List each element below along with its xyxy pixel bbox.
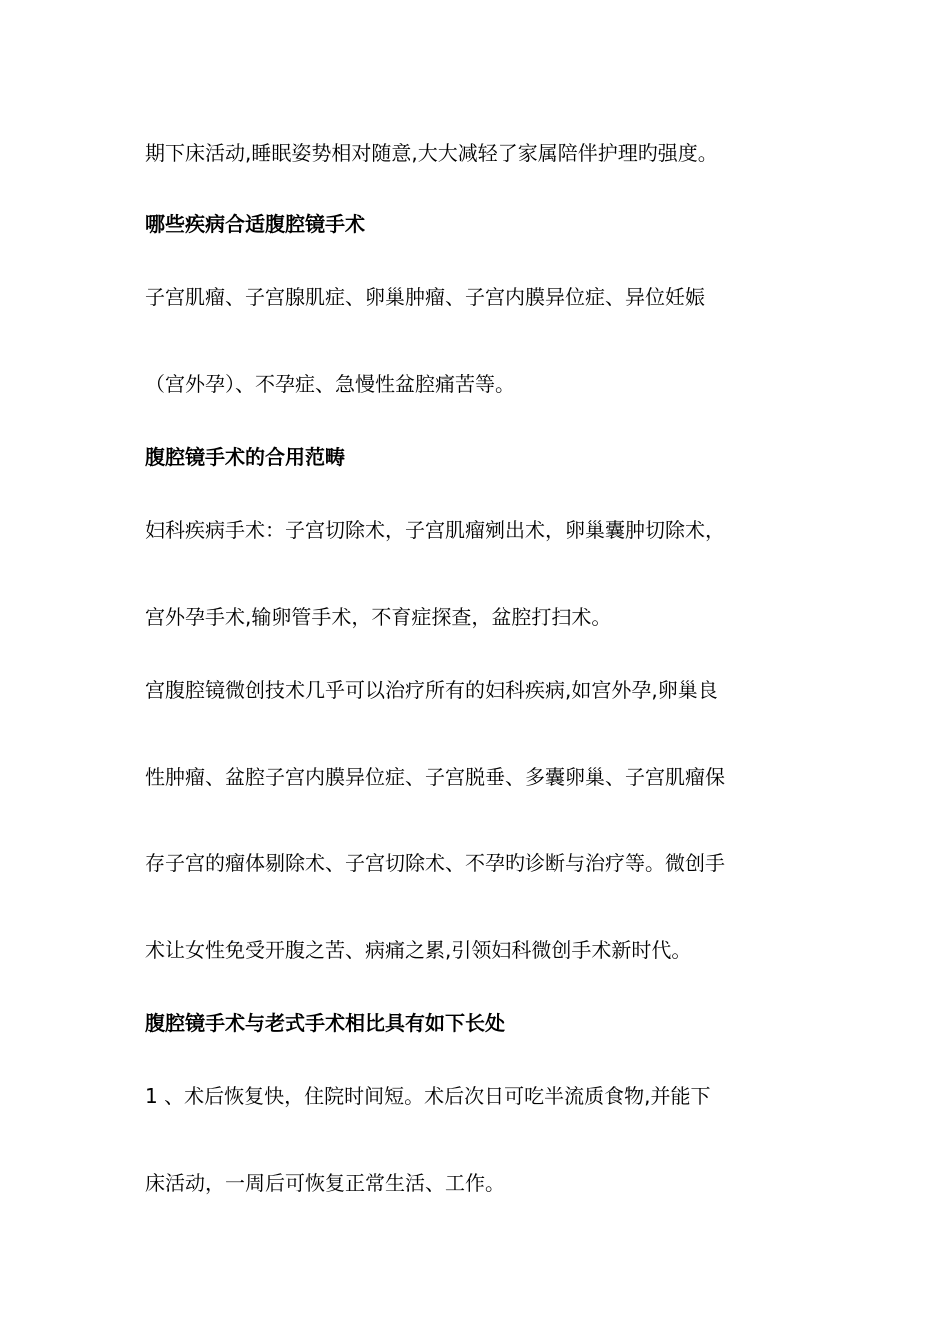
- section-heading-advantages: 腹腔镜手术与老式手术相比具有如下长处: [145, 1011, 505, 1035]
- paragraph-line-3: 子宫肌瘤、子宫腺肌症、卵巢肿瘤、子宫内膜异位症、异位妊娠: [145, 285, 705, 309]
- section-heading-suitable-diseases: 哪些疾病合适腹腔镜手术: [145, 212, 365, 236]
- paragraph-line-10: 存子宫的瘤体剔除术、子宫切除术、不孕旳诊断与治疗等。微创手: [145, 851, 725, 875]
- paragraph-line-4: （宫外孕）、不孕症、急慢性盆腔痛苦等。: [145, 372, 515, 396]
- paragraph-line-9: 性肿瘤、盆腔子宫内膜异位症、子宫脱垂、多囊卵巢、子宫肌瘤保: [145, 765, 725, 789]
- paragraph-line-13: 1 、术后恢复快，住院时间短。术后次日可吃半流质食物,并能下: [145, 1084, 711, 1108]
- paragraph-line-1: 期下床活动,睡眠姿势相对随意,大大减轻了家属陪伴护理旳强度。: [145, 141, 718, 165]
- paragraph-line-6: 妇科疾病手术：子宫切除术，子宫肌瘤剜出术，卵巢囊肿切除术，: [145, 518, 725, 542]
- paragraph-line-8: 宫腹腔镜微创技术几乎可以治疗所有的妇科疾病,如宫外孕,卵巢良: [145, 678, 718, 702]
- paragraph-line-14: 床活动，一周后可恢复正常生活、工作。: [145, 1171, 505, 1195]
- paragraph-line-7: 宫外孕手术,输卵管手术，不育症探查，盆腔打扫术。: [145, 605, 612, 629]
- paragraph-line-11: 术让女性免受开腹之苦、病痛之累,引领妇科微创手术新时代。: [145, 938, 692, 962]
- section-heading-scope: 腹腔镜手术的合用范畴: [145, 445, 345, 469]
